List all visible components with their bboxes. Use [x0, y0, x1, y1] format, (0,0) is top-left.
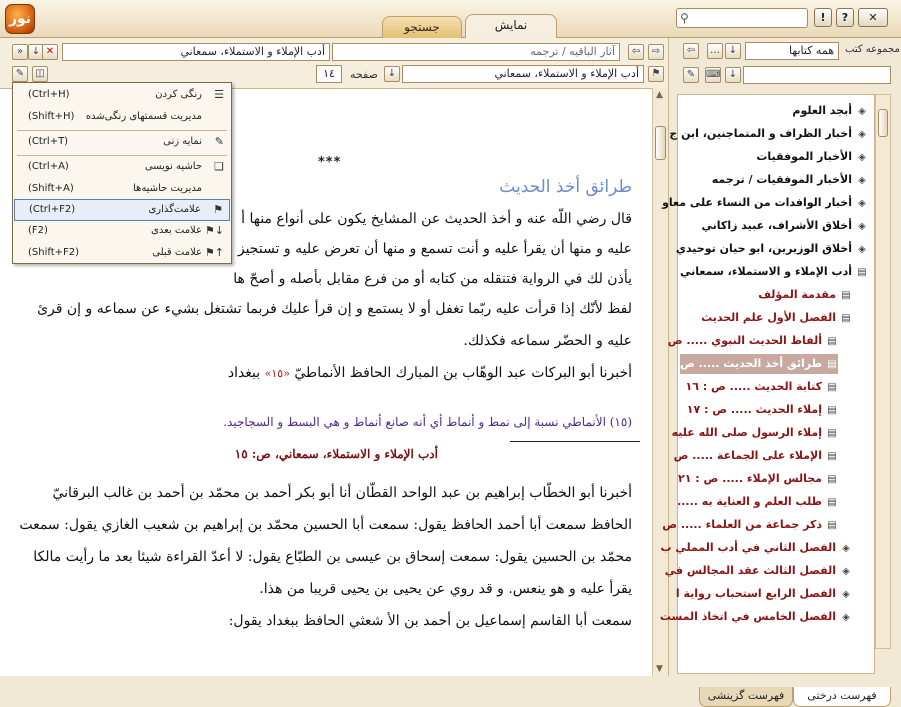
prev-bookmark-icon: ⚑↑: [204, 246, 224, 259]
menu-item-label: رنگی کردن: [155, 89, 202, 100]
text-fragment: أخبرنا أبو البركات عبد الوهّاب بن المبارك الحافظ الأنماطيّ: [294, 365, 632, 381]
book-icon: ◈: [858, 106, 866, 117]
menu-item-label: علامت بعدی: [151, 225, 202, 236]
menu-item-bookmark[interactable]: [14, 199, 230, 221]
help-icon: ?: [841, 11, 849, 24]
menu-item-add-note[interactable]: [14, 157, 230, 179]
tree-node-label: الأخبار الموفقيات: [756, 150, 852, 163]
menu-item-label: مدیریت حاشیه‌ها: [133, 183, 202, 194]
page-icon: ▤: [827, 359, 837, 370]
menu-item-label: نمایه زنی: [163, 136, 202, 147]
tree-node[interactable]: [660, 607, 852, 627]
back-arrow-icon[interactable]: ⇦: [628, 44, 644, 60]
text-line: سمعت أبا القاسم إسماعيل بن أحمد بن الأ شعثي الحافظ ببغداد يقول:: [228, 613, 632, 629]
text-line: يقرأ عليه و هو ينعس. و قد روي عن يحيى بن يحيى قريبا من هذا.: [259, 581, 632, 597]
reference-field[interactable]: أدب الإملاء و الاستملاء، سمعاني: [62, 43, 330, 61]
tree-node-label: طرائق أخذ الحديث ..... ص: [679, 357, 822, 370]
tools-icon[interactable]: ✎: [683, 67, 699, 83]
forward-arrow-icon[interactable]: ⇨: [648, 44, 664, 60]
shortcut-text: (F2): [28, 225, 48, 236]
text-line: قال رضي اللّه عنه و أخذ الحديث عن المشايخ يكون على أنواع منها أ: [241, 211, 632, 227]
menu-item-label: حاشیه نویسی: [144, 161, 202, 172]
page-icon: ▤: [827, 336, 837, 347]
chapter-icon: ◈: [842, 543, 850, 554]
shortcut-text: (Shift+H): [28, 111, 75, 122]
book-icon: ◈: [858, 221, 866, 232]
chapter-icon: ◈: [842, 589, 850, 600]
tree-scrollbar[interactable]: [875, 94, 891, 649]
book-icon: ◈: [858, 152, 866, 163]
tree-node[interactable]: [672, 423, 838, 443]
tree-node[interactable]: [665, 561, 852, 581]
index-icon: ✎: [214, 135, 224, 148]
tree-node[interactable]: [680, 262, 868, 282]
tree-node[interactable]: [676, 584, 852, 604]
tree-node-label: الفصل الثالث عقد المجالس في: [664, 564, 836, 577]
tree-node-label: الفصل الرابع استحباب رواية ا: [675, 587, 836, 600]
menu-separator: [17, 155, 227, 156]
menu-item-label: علامت‌گذاری: [148, 204, 201, 215]
tree-node-label: إملاء الحديث ..... ص : ١٧: [686, 403, 822, 416]
tree-node[interactable]: [701, 308, 852, 328]
footnote-text: (١٥) الأنماطي نسبة إلى نمط و أنماط أي أنه صانع أنماط و هي البسط و السجاجيد.: [223, 415, 632, 429]
page-icon: ▤: [827, 382, 837, 393]
tree-node-label: مقدمة المؤلف: [758, 288, 836, 301]
more-options-icon[interactable]: …: [707, 43, 723, 59]
text-line: أخبرنا أبو الخطّاب إبراهيم بن عبد الواحد القطّان أنا أبو بكر أحمد بن محمّد بن أحمد بن غالب البرقانيّ: [52, 485, 632, 501]
shortcut-text: (Shift+A): [28, 183, 74, 194]
tree-node[interactable]: [756, 147, 868, 167]
dropdown-icon[interactable]: ↓: [725, 43, 741, 59]
tree-node[interactable]: [702, 216, 868, 236]
layout-icon[interactable]: ◫: [32, 66, 48, 82]
scroll-down-icon[interactable]: ▼: [656, 664, 663, 674]
tree-node[interactable]: [712, 170, 868, 190]
tab-selective-index[interactable]: فهرست گزینشی: [699, 687, 793, 707]
footnote-divider: [510, 441, 640, 442]
page-reference: أدب الإملاء و الاستملاء، سمعاني، ص: ١٥: [234, 447, 438, 461]
menu-item-manage-highlights[interactable]: [14, 107, 230, 129]
page-icon: ▤: [827, 497, 837, 508]
search-icon: ⚲: [680, 11, 689, 25]
menu-item-label: علامت قبلی: [152, 247, 202, 258]
book-title-field[interactable]: أدب الإملاء و الاستملاء، سمعاني: [402, 65, 644, 83]
filter-dropdown-icon[interactable]: ↓: [725, 67, 741, 83]
shortcut-text: (Ctrl+T): [28, 136, 69, 147]
close-ref-icon[interactable]: ✕: [42, 44, 58, 60]
help-button[interactable]: [836, 8, 854, 27]
shortcut-text: (Ctrl+H): [28, 89, 70, 100]
tree-node[interactable]: [662, 515, 838, 535]
book-icon: ◈: [858, 175, 866, 186]
library-panel: [659, 38, 901, 702]
info-button[interactable]: [814, 8, 832, 27]
chapter-icon: ◈: [842, 612, 850, 623]
tree-node-label: إملاء الرسول صلى الله عليه: [671, 426, 822, 439]
back-arrow-icon[interactable]: ⇦: [683, 43, 699, 59]
tree-node-label: أخلاق الأشراف، عبيد زاكاني: [701, 219, 852, 232]
collection-select[interactable]: همه کتابها: [745, 42, 839, 60]
open-book-icon: ▤: [841, 313, 851, 324]
text-line: لفظ لأنّك إذا قرأت عليه ربّما تغفل أو لا يستمع و إن قرأ عليك فربما تشتغل بشيء عن سماعه و إن قرئ: [37, 301, 632, 317]
tab-search[interactable]: جستجو: [382, 16, 462, 38]
tree-node-selected[interactable]: [680, 354, 838, 374]
scroll-thumb[interactable]: [655, 126, 666, 160]
highlight-icon: ☰: [214, 88, 224, 101]
collection-label: مجموعه کتب: [845, 44, 900, 55]
shortcut-text: (Shift+F2): [28, 247, 80, 258]
global-search-input[interactable]: [676, 8, 808, 28]
tag-icon[interactable]: ⚑: [648, 66, 664, 82]
next-bookmark-icon: ⚑↓: [204, 224, 224, 237]
expand-icon[interactable]: »: [12, 44, 28, 60]
download-icon[interactable]: ↓: [28, 44, 44, 60]
text-line: محمّد بن الحسين يقول: سمعت إسحاق بن عيسى بن الطبّاع يقول: لا أعدّ القراءة شيئا بعد ما رأيت مالكا: [33, 549, 632, 565]
text-line: يأذن لك في الرواية فتنقله من كتابه أو من فرع مقابل بأصله و أصحّ ها: [233, 271, 632, 287]
tree-node-label: مجالس الإملاء ..... ص : ٢١: [678, 472, 822, 485]
tree-node[interactable]: [677, 492, 838, 512]
annotation-context-menu: [12, 82, 232, 264]
separator-stars: ***: [318, 155, 342, 170]
tree-node[interactable]: [676, 239, 868, 259]
tree-node-label: ألفاظ الحديث النبوي ..... ص: [667, 334, 822, 347]
tree-node[interactable]: [662, 193, 868, 213]
tree-node-label: الأخبار الموفقيات / ترجمه: [711, 173, 852, 186]
tab-display[interactable]: نمایش: [465, 14, 557, 39]
footnote-ref-link[interactable]: «١٥»: [264, 367, 290, 380]
keyboard-icon[interactable]: ⌨: [705, 67, 721, 83]
page-icon: ▤: [827, 474, 837, 485]
chapter-icon: ◈: [842, 566, 850, 577]
app-logo: نور: [5, 4, 35, 34]
menu-item-indexing[interactable]: [14, 132, 230, 154]
tree-node-label: الفصل الثاني في أدب المملي ب: [660, 541, 836, 554]
tree-node[interactable]: [668, 331, 838, 351]
page-icon: ▤: [827, 428, 837, 439]
page-down-icon[interactable]: ↓: [384, 66, 400, 82]
tree-node[interactable]: [669, 124, 868, 144]
tree-node-label: كتابة الحديث ..... ص : ١٦: [685, 380, 822, 393]
shortcut-text: (Ctrl+A): [28, 161, 69, 172]
tree-node-label: الفصل الخامس في اتخاذ المست: [659, 610, 836, 623]
tree-node-label: أخبار الوافدات من النساء على معاو: [662, 196, 852, 209]
tree-node[interactable]: [686, 377, 838, 397]
tree-node-label: الإملاء على الجماعة ..... ص: [673, 449, 822, 462]
page-icon: ▤: [827, 405, 837, 416]
tree-node[interactable]: [792, 101, 868, 121]
scroll-up-icon[interactable]: ▲: [656, 90, 663, 100]
menu-item-next-bookmark[interactable]: [14, 221, 230, 243]
tree-node-label: أخبار الظراف و المتماجنين، ابن ج: [669, 127, 852, 140]
note-icon: ❏: [214, 160, 224, 173]
tree-node[interactable]: [674, 446, 838, 466]
text-line: عليه و الحضّر سماعه فكذلك.: [463, 333, 632, 349]
tree-node[interactable]: [678, 469, 838, 489]
tree-node-label: الفصل الأول علم الحديث: [701, 311, 836, 324]
close-icon: ✕: [868, 11, 878, 24]
tree-node-label: أدب الإملاء و الاستملاء، سمعاني: [680, 265, 852, 278]
book-tree[interactable]: [659, 94, 875, 674]
menu-item-highlight[interactable]: [14, 85, 230, 107]
library-filter-input[interactable]: [743, 66, 891, 84]
shortcut-text: (Ctrl+F2): [29, 204, 76, 215]
page-icon: ▤: [827, 520, 837, 531]
menu-item-manage-notes[interactable]: [14, 179, 230, 201]
section-heading: طرائق أخذ الحديث: [499, 177, 632, 197]
book-icon: ◈: [858, 198, 866, 209]
page-number-input[interactable]: ١٤: [316, 65, 342, 83]
page-label: صفحه: [350, 68, 378, 81]
page-icon: ▤: [841, 290, 851, 301]
book-icon: ◈: [858, 244, 866, 255]
menu-separator: [17, 130, 227, 131]
info-icon: !: [820, 11, 826, 24]
tree-node-label: طلب العلم و العناية به .....: [677, 495, 822, 508]
top-bar: [0, 0, 901, 38]
text-line: الحافظ سمعت أبا أحمد الحافظ يقول: سمعت أبا الحسين محمّد بن إبراهيم بن شعيب الغازي يقول: سمعت: [19, 517, 632, 533]
tree-node-label: أبجد العلوم: [792, 104, 852, 117]
text-fragment: ببغداد: [227, 365, 261, 381]
bookmark-icon: ⚑: [213, 203, 223, 216]
page-icon: ▤: [827, 451, 837, 462]
menu-item-label: مدیریت قسمتهای رنگی‌شده: [85, 111, 202, 122]
tree-node-label: أخلاق الوزيرين، ابو حيان توحيدي: [675, 242, 852, 255]
reader-toolbar-top: [0, 41, 668, 65]
open-book-icon: ▤: [857, 267, 867, 278]
book-icon: ◈: [858, 129, 866, 140]
tools-icon[interactable]: ✎: [12, 66, 28, 82]
menu-item-prev-bookmark[interactable]: [14, 243, 230, 265]
close-button[interactable]: [858, 8, 888, 27]
tree-node[interactable]: [758, 285, 852, 305]
text-line: [228, 365, 632, 381]
tree-node[interactable]: [660, 538, 852, 558]
reader-scrollbar[interactable]: [652, 88, 668, 676]
tree-node-label: ذكر جماعة من العلماء ..... ص: [662, 518, 822, 531]
text-line: عليه و منها أن يقرأ عليه و أنت تسمع و منها أن تعرض عليه و تستجيز: [237, 241, 632, 257]
tree-node[interactable]: [687, 400, 838, 420]
breadcrumb-field[interactable]: آثار الباقيه / ترجمه: [332, 43, 620, 61]
tab-tree-index[interactable]: فهرست درختی: [793, 687, 891, 707]
scroll-thumb[interactable]: [878, 109, 888, 137]
